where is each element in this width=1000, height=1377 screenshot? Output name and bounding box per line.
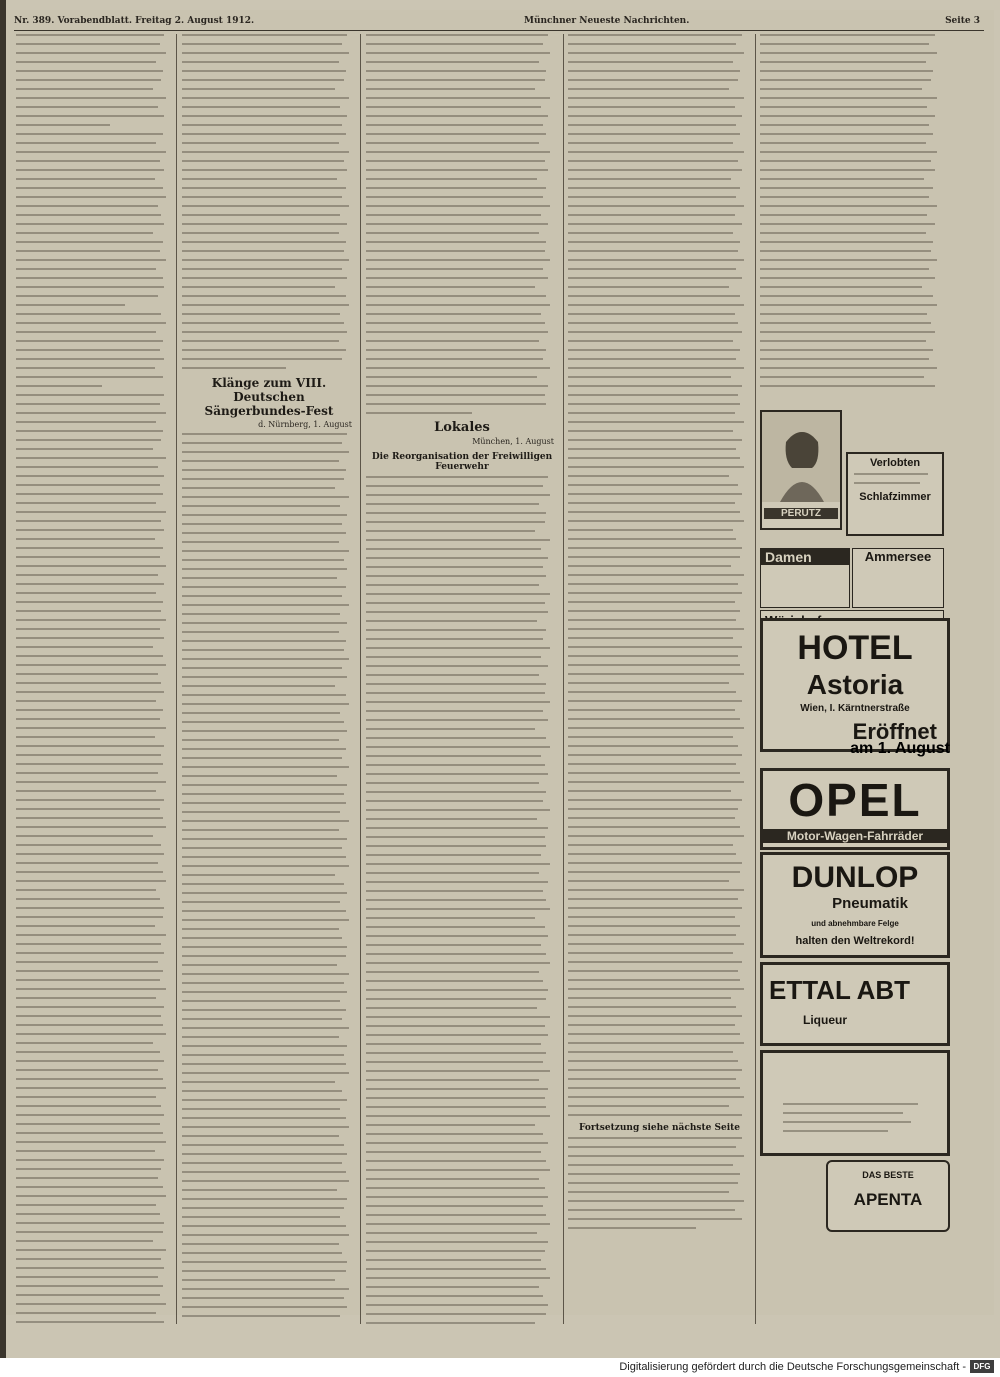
ettal-sub: Liqueur <box>803 1013 847 1027</box>
hotel-name: Astoria <box>806 669 904 700</box>
perutz-ad <box>760 410 842 530</box>
dunlop-brand: DUNLOP <box>791 861 919 894</box>
text-column-5 <box>760 34 944 394</box>
ad-headline-verlobten: Verlobten <box>869 457 921 469</box>
woman-portrait-illustration <box>762 412 840 502</box>
ammersee-ad <box>852 548 944 608</box>
ammersee-title: Ammersee <box>864 549 932 564</box>
apenta-brand: APENTA <box>853 1190 923 1209</box>
article-text <box>182 433 356 1324</box>
hotel-opening: Eröffnet <box>852 719 937 744</box>
column-divider <box>563 34 564 1324</box>
column-divider <box>360 34 361 1324</box>
apenta-top: DAS BESTE <box>862 1170 914 1180</box>
hotel-opening-date: am 1. August <box>850 740 950 757</box>
page-header <box>14 14 984 30</box>
header-center: Münchner Neueste Nachrichten. <box>524 16 690 26</box>
header-left: Nr. 389. Vorabendblatt. Freitag 2. August 1912. <box>14 16 255 26</box>
damen-title: Damen <box>761 549 849 565</box>
article-headline-saengerfest: Klänge zum VIII. Deutschen Sängerbundes-Fest <box>204 376 334 418</box>
article-text <box>366 34 558 414</box>
footer-text: Digitalisierung gefördert durch die Deutsche Forschungsgemeinschaft - <box>619 1361 966 1373</box>
text-column-2 <box>182 34 356 1324</box>
damen-ad <box>760 548 850 608</box>
article-text <box>366 476 558 1324</box>
opel-ad <box>760 768 950 850</box>
article-subheading: Die Reorganisation der Freiwilligen Feuerwehr <box>371 452 553 472</box>
header-rule <box>14 30 984 31</box>
hotel-title: HOTEL <box>797 629 913 667</box>
dfg-logo: DFG <box>970 1360 994 1373</box>
dunlop-ad <box>760 852 950 958</box>
ettal-brand: ETTAL ABT <box>769 975 911 1005</box>
timetable-text <box>760 34 944 387</box>
article-text <box>16 34 172 1324</box>
haematogen-ad <box>760 1050 950 1156</box>
digitization-footer <box>0 1358 1000 1377</box>
section-heading-lokales: Lokales <box>434 420 490 435</box>
text-column-1 <box>16 34 172 1324</box>
text-column-3 <box>366 34 558 1324</box>
hotel-address: Wien, I. Kärntnerstraße <box>800 703 910 714</box>
column-divider <box>176 34 177 1324</box>
perutz-brand: PERUTZ <box>764 508 838 519</box>
header-right: Seite 3 <box>945 16 980 26</box>
ad-body <box>854 473 936 484</box>
apenta-ad <box>826 1160 950 1232</box>
column-divider <box>755 34 756 1324</box>
opel-brand: OPEL <box>788 774 922 826</box>
schlafzimmer-ad <box>846 452 944 536</box>
ad-body <box>783 1103 933 1139</box>
section-dateline: München, 1. August <box>472 437 554 446</box>
article-dateline: d. Nürnberg, 1. August <box>258 420 352 429</box>
ettal-ad <box>760 962 950 1046</box>
article-text <box>568 34 751 1116</box>
ad-schlafzimmer: Schlafzimmer <box>859 491 931 503</box>
article-text <box>182 34 356 369</box>
dunlop-sub: Pneumatik <box>832 895 908 912</box>
dunlop-line1: und abnehmbare Felge <box>811 919 899 928</box>
opel-product-line: Motor-Wagen-Fahrräder <box>763 829 947 843</box>
hotel-astoria-ad <box>760 618 950 752</box>
page-edge <box>0 0 6 1358</box>
article-text <box>568 1137 751 1229</box>
text-column-4 <box>568 34 751 1324</box>
dunlop-line2: halten den Weltrekord! <box>795 935 915 947</box>
continuation-note: Fortsetzung siehe nächste Seite <box>579 1123 740 1133</box>
